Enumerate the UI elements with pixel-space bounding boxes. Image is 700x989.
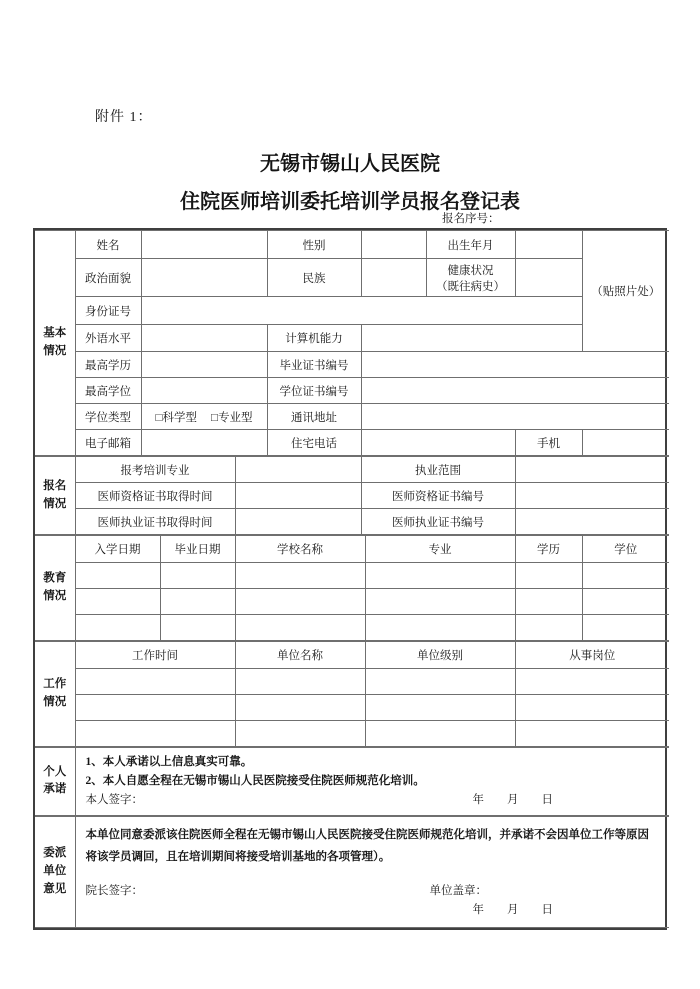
graduate-date-header: 毕业日期 bbox=[160, 536, 235, 563]
unit-name-header: 单位名称 bbox=[235, 642, 365, 669]
education-cell[interactable] bbox=[582, 589, 669, 615]
dispatch-content bbox=[75, 816, 669, 927]
checkbox-unchecked-icon[interactable]: □ bbox=[155, 411, 163, 424]
education-cell[interactable] bbox=[75, 589, 160, 615]
health-status-line1: 健康状况 bbox=[447, 264, 494, 277]
table-row bbox=[35, 669, 669, 695]
education-cell[interactable] bbox=[582, 615, 669, 641]
foreign-language-label: 外语水平 bbox=[75, 325, 141, 352]
highest-degree-label: 最高学位 bbox=[75, 378, 141, 404]
registration-form-table bbox=[33, 228, 667, 930]
section-label-basic: 基本情况 bbox=[35, 231, 75, 456]
mailing-address-field[interactable] bbox=[361, 404, 669, 430]
political-status-label: 政治面貌 bbox=[75, 259, 141, 297]
education-cell[interactable] bbox=[160, 589, 235, 615]
highest-degree-field[interactable] bbox=[141, 378, 267, 404]
attachment-label: 附件 1： bbox=[95, 110, 153, 125]
health-status-field[interactable] bbox=[515, 259, 582, 297]
commitment-section bbox=[35, 747, 669, 816]
education-level-header: 学历 bbox=[515, 536, 582, 563]
position-header: 从事岗位 bbox=[515, 642, 669, 669]
gender-field[interactable] bbox=[361, 231, 426, 259]
highest-education-label: 最高学历 bbox=[75, 352, 141, 378]
work-cell[interactable] bbox=[75, 721, 235, 747]
mobile-label: 手机 bbox=[515, 430, 582, 456]
checkbox-professional-label: 专业型 bbox=[217, 411, 253, 424]
table-row bbox=[35, 563, 669, 589]
political-status-field[interactable] bbox=[141, 259, 267, 297]
degree-type-label: 学位类型 bbox=[75, 404, 141, 430]
computer-skill-field[interactable] bbox=[361, 325, 582, 352]
degree-cert-no-field[interactable] bbox=[361, 378, 669, 404]
dispatch-paragraph: 本单位同意委派该住院医师全程在无锡市锡山人民医院接受住院医师规范化培训，并承诺不会因单位工作等原因将该学员调回，且在培训期间将接受培训基地的各项管理）。 bbox=[85, 829, 649, 864]
foreign-language-field[interactable] bbox=[141, 325, 267, 352]
education-cell[interactable] bbox=[515, 615, 582, 641]
section-label-dispatch: 委派单位意见 bbox=[35, 816, 75, 927]
table-row bbox=[35, 615, 669, 641]
home-phone-field[interactable] bbox=[361, 430, 515, 456]
commitment-line2: 2、本人自愿全程在无锡市锡山人民医院接受住院医师规范化培训。 bbox=[85, 774, 425, 787]
section-label-enrollment: 报名情况 bbox=[35, 457, 75, 535]
work-cell[interactable] bbox=[75, 695, 235, 721]
president-signature-label: 院长签字： bbox=[85, 884, 143, 897]
education-cell[interactable] bbox=[235, 589, 365, 615]
work-cell[interactable] bbox=[515, 721, 669, 747]
work-cell[interactable] bbox=[235, 695, 365, 721]
serial-number-label: 报名序号： bbox=[442, 213, 500, 225]
education-cell[interactable] bbox=[235, 615, 365, 641]
health-status-label bbox=[426, 259, 515, 297]
table-row bbox=[35, 695, 669, 721]
checkbox-science-type[interactable] bbox=[156, 412, 197, 424]
practice-cert-time-field[interactable] bbox=[235, 509, 361, 535]
checkbox-unchecked-icon[interactable]: □ bbox=[211, 411, 218, 424]
education-cell[interactable] bbox=[75, 615, 160, 641]
birth-date-field[interactable] bbox=[515, 231, 582, 259]
unit-level-header: 单位级别 bbox=[365, 642, 515, 669]
name-label: 姓名 bbox=[75, 231, 141, 259]
checkbox-science-label: 科学型 bbox=[162, 411, 197, 424]
section-label-education: 教育情况 bbox=[35, 536, 75, 641]
basic-info-section bbox=[35, 230, 669, 456]
table-row bbox=[35, 589, 669, 615]
degree-type-options bbox=[141, 404, 267, 430]
enrollment-section bbox=[35, 456, 669, 535]
name-field[interactable] bbox=[141, 231, 267, 259]
degree-header: 学位 bbox=[582, 536, 669, 563]
ethnicity-field[interactable] bbox=[361, 259, 426, 297]
education-cell[interactable] bbox=[515, 589, 582, 615]
home-phone-label: 住宅电话 bbox=[267, 430, 361, 456]
work-time-header: 工作时间 bbox=[75, 642, 235, 669]
hospital-title: 无锡市锡山人民医院 bbox=[260, 153, 440, 175]
education-cell[interactable] bbox=[160, 563, 235, 589]
education-cell[interactable] bbox=[582, 563, 669, 589]
work-cell[interactable] bbox=[365, 695, 515, 721]
education-cell[interactable] bbox=[160, 615, 235, 641]
table-row bbox=[35, 721, 669, 747]
practice-cert-time-label: 医师执业证书取得时间 bbox=[75, 509, 235, 535]
education-cell[interactable] bbox=[235, 563, 365, 589]
dispatch-date-label: 年 月 日 bbox=[472, 903, 553, 916]
enroll-date-header: 入学日期 bbox=[75, 536, 160, 563]
section-label-work: 工作情况 bbox=[35, 642, 75, 747]
diploma-no-field[interactable] bbox=[361, 352, 669, 378]
education-cell[interactable] bbox=[365, 563, 515, 589]
ethnicity-label: 民族 bbox=[267, 259, 361, 297]
id-number-label: 身份证号 bbox=[75, 297, 141, 325]
work-cell[interactable] bbox=[365, 721, 515, 747]
commitment-date-label: 年 月 日 bbox=[472, 793, 553, 806]
qualification-cert-no-field[interactable] bbox=[515, 483, 669, 509]
work-section bbox=[35, 641, 669, 747]
practice-cert-no-label: 医师执业证书编号 bbox=[361, 509, 515, 535]
form-title: 住院医师培训委托培训学员报名登记表 bbox=[180, 191, 520, 213]
school-name-header: 学校名称 bbox=[235, 536, 365, 563]
work-cell[interactable] bbox=[235, 721, 365, 747]
highest-education-field[interactable] bbox=[141, 352, 267, 378]
practice-cert-no-field[interactable] bbox=[515, 509, 669, 535]
unit-seal-label: 单位盖章： bbox=[429, 884, 487, 897]
qualification-cert-no-label: 医师资格证书编号 bbox=[361, 483, 515, 509]
dispatch-section bbox=[35, 816, 669, 928]
commitment-content bbox=[75, 748, 669, 816]
training-major-label: 报考培训专业 bbox=[75, 457, 235, 483]
work-cell[interactable] bbox=[75, 669, 235, 695]
section-label-commitment: 个人承诺 bbox=[35, 748, 75, 816]
id-number-field[interactable] bbox=[141, 297, 582, 325]
education-cell[interactable] bbox=[365, 589, 515, 615]
qualification-cert-time-label: 医师资格证书取得时间 bbox=[75, 483, 235, 509]
diploma-no-label: 毕业证书编号 bbox=[267, 352, 361, 378]
dispatch-sign-row bbox=[86, 882, 660, 901]
checkbox-professional-type[interactable] bbox=[211, 412, 252, 424]
education-cell[interactable] bbox=[515, 563, 582, 589]
gender-label: 性别 bbox=[267, 231, 361, 259]
work-cell[interactable] bbox=[515, 669, 669, 695]
birth-date-label: 出生年月 bbox=[426, 231, 515, 259]
computer-skill-label: 计算机能力 bbox=[267, 325, 361, 352]
education-cell[interactable] bbox=[75, 563, 160, 589]
mailing-address-label: 通讯地址 bbox=[267, 404, 361, 430]
education-cell[interactable] bbox=[365, 615, 515, 641]
work-cell[interactable] bbox=[515, 695, 669, 721]
practice-scope-label: 执业范围 bbox=[361, 457, 515, 483]
mobile-field[interactable] bbox=[582, 430, 669, 456]
photo-area[interactable]: （贴照片处） bbox=[582, 231, 669, 352]
training-major-field[interactable] bbox=[235, 457, 361, 483]
commitment-sign-row bbox=[86, 791, 660, 810]
major-header: 专业 bbox=[365, 536, 515, 563]
education-section bbox=[35, 535, 669, 641]
email-label: 电子邮箱 bbox=[75, 430, 141, 456]
practice-scope-field[interactable] bbox=[515, 457, 669, 483]
self-signature-label: 本人签字： bbox=[85, 793, 143, 806]
work-cell[interactable] bbox=[235, 669, 365, 695]
commitment-line1: 1、本人承诺以上信息真实可靠。 bbox=[85, 756, 253, 768]
degree-cert-no-label: 学位证书编号 bbox=[267, 378, 361, 404]
email-field[interactable] bbox=[141, 430, 267, 456]
qualification-cert-time-field[interactable] bbox=[235, 483, 361, 509]
work-cell[interactable] bbox=[365, 669, 515, 695]
health-status-line2: （既往病史） bbox=[436, 280, 505, 293]
